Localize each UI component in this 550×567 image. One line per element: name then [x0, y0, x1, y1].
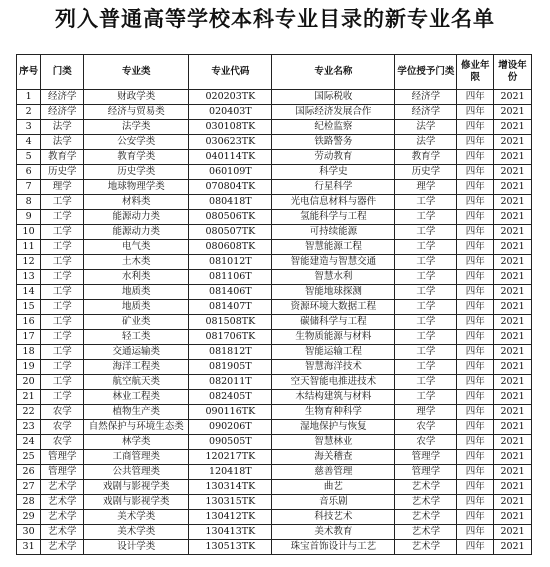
cell-class: 法学类: [84, 120, 189, 135]
cell-no: 17: [17, 330, 41, 345]
cell-class: 水利类: [84, 270, 189, 285]
cell-category: 管理学: [41, 450, 84, 465]
cell-no: 22: [17, 405, 41, 420]
cell-added: 2021: [494, 360, 532, 375]
cell-degree: 工学: [395, 315, 457, 330]
cell-degree: 管理学: [395, 450, 457, 465]
cell-category: 工学: [41, 240, 84, 255]
cell-class: 能源动力类: [84, 210, 189, 225]
cell-code: 081012T: [189, 255, 272, 270]
cell-added: 2021: [494, 165, 532, 180]
table-row: [17, 540, 532, 555]
table-row: [17, 330, 532, 345]
cell-category: 农学: [41, 405, 84, 420]
cell-code: 090206T: [189, 420, 272, 435]
cell-added: 2021: [494, 540, 532, 555]
table-row: [17, 315, 532, 330]
cell-degree: 艺术学: [395, 525, 457, 540]
cell-category: 历史学: [41, 165, 84, 180]
cell-years: 四年: [457, 105, 494, 120]
cell-added: 2021: [494, 105, 532, 120]
table-row: [17, 135, 532, 150]
cell-no: 23: [17, 420, 41, 435]
cell-years: 四年: [457, 255, 494, 270]
cell-no: 13: [17, 270, 41, 285]
cell-added: 2021: [494, 435, 532, 450]
cell-added: 2021: [494, 270, 532, 285]
cell-code: 130413TK: [189, 525, 272, 540]
cell-name: 智慧林业: [272, 435, 395, 450]
cell-years: 四年: [457, 315, 494, 330]
cell-class: 财政学类: [84, 90, 189, 105]
cell-name: 智能运输工程: [272, 345, 395, 360]
cell-years: 四年: [457, 495, 494, 510]
cell-category: 经济学: [41, 105, 84, 120]
cell-degree: 工学: [395, 285, 457, 300]
cell-no: 25: [17, 450, 41, 465]
cell-class: 戏剧与影视学类: [84, 495, 189, 510]
cell-name: 劳动教育: [272, 150, 395, 165]
cell-no: 4: [17, 135, 41, 150]
cell-name: 国际经济发展合作: [272, 105, 395, 120]
cell-category: 艺术学: [41, 540, 84, 555]
cell-class: 土木类: [84, 255, 189, 270]
table-row: [17, 150, 532, 165]
cell-degree: 工学: [395, 300, 457, 315]
cell-name: 美术教育: [272, 525, 395, 540]
cell-code: 130513TK: [189, 540, 272, 555]
cell-added: 2021: [494, 315, 532, 330]
cell-degree: 工学: [395, 330, 457, 345]
cell-added: 2021: [494, 525, 532, 540]
cell-category: 教育学: [41, 150, 84, 165]
cell-years: 四年: [457, 435, 494, 450]
table-row: [17, 105, 532, 120]
cell-no: 11: [17, 240, 41, 255]
cell-years: 四年: [457, 405, 494, 420]
table-row: [17, 270, 532, 285]
cell-class: 矿业类: [84, 315, 189, 330]
cell-years: 四年: [457, 135, 494, 150]
table-row: [17, 120, 532, 135]
cell-years: 四年: [457, 300, 494, 315]
cell-years: 四年: [457, 210, 494, 225]
cell-no: 3: [17, 120, 41, 135]
cell-added: 2021: [494, 345, 532, 360]
table-row: [17, 525, 532, 540]
cell-degree: 工学: [395, 255, 457, 270]
cell-class: 美术学类: [84, 525, 189, 540]
cell-degree: 教育学: [395, 150, 457, 165]
cell-added: 2021: [494, 390, 532, 405]
table-header-row: [17, 55, 532, 90]
cell-years: 四年: [457, 90, 494, 105]
cell-name: 科学史: [272, 165, 395, 180]
cell-degree: 法学: [395, 120, 457, 135]
cell-added: 2021: [494, 465, 532, 480]
cell-years: 四年: [457, 150, 494, 165]
cell-no: 7: [17, 180, 41, 195]
cell-class: 材料类: [84, 195, 189, 210]
cell-no: 19: [17, 360, 41, 375]
cell-category: 艺术学: [41, 495, 84, 510]
cell-years: 四年: [457, 285, 494, 300]
cell-category: 管理学: [41, 465, 84, 480]
cell-code: 040114TK: [189, 150, 272, 165]
cell-name: 铁路警务: [272, 135, 395, 150]
cell-years: 四年: [457, 420, 494, 435]
cell-name: 氢能科学与工程: [272, 210, 395, 225]
cell-name: 生物质能源与材料: [272, 330, 395, 345]
cell-added: 2021: [494, 225, 532, 240]
cell-years: 四年: [457, 240, 494, 255]
cell-added: 2021: [494, 495, 532, 510]
header-category: 门类: [41, 55, 84, 90]
cell-name: 可持续能源: [272, 225, 395, 240]
cell-category: 工学: [41, 255, 84, 270]
cell-years: 四年: [457, 510, 494, 525]
cell-degree: 工学: [395, 210, 457, 225]
table-row: [17, 480, 532, 495]
cell-category: 工学: [41, 270, 84, 285]
cell-degree: 经济学: [395, 90, 457, 105]
cell-no: 26: [17, 465, 41, 480]
cell-category: 工学: [41, 330, 84, 345]
cell-added: 2021: [494, 450, 532, 465]
cell-code: 060109T: [189, 165, 272, 180]
table-row: [17, 405, 532, 420]
header-degree: 学位授予门类: [395, 55, 457, 90]
cell-class: 戏剧与影视学类: [84, 480, 189, 495]
cell-degree: 艺术学: [395, 480, 457, 495]
cell-category: 农学: [41, 420, 84, 435]
cell-no: 15: [17, 300, 41, 315]
cell-code: 080608TK: [189, 240, 272, 255]
cell-category: 工学: [41, 225, 84, 240]
cell-added: 2021: [494, 120, 532, 135]
cell-years: 四年: [457, 375, 494, 390]
cell-code: 070804TK: [189, 180, 272, 195]
cell-category: 法学: [41, 120, 84, 135]
table-row: [17, 90, 532, 105]
cell-code: 081706TK: [189, 330, 272, 345]
cell-class: 植物生产类: [84, 405, 189, 420]
cell-degree: 工学: [395, 375, 457, 390]
cell-added: 2021: [494, 510, 532, 525]
cell-class: 海洋工程类: [84, 360, 189, 375]
cell-category: 艺术学: [41, 510, 84, 525]
cell-category: 工学: [41, 300, 84, 315]
cell-degree: 理学: [395, 405, 457, 420]
cell-added: 2021: [494, 210, 532, 225]
table-row: [17, 495, 532, 510]
cell-class: 轻工类: [84, 330, 189, 345]
cell-code: 090505T: [189, 435, 272, 450]
table-row: [17, 240, 532, 255]
cell-added: 2021: [494, 420, 532, 435]
cell-name: 湿地保护与恢复: [272, 420, 395, 435]
table-row: [17, 345, 532, 360]
cell-name: 智慧能源工程: [272, 240, 395, 255]
cell-code: 030623TK: [189, 135, 272, 150]
cell-code: 020203TK: [189, 90, 272, 105]
cell-degree: 工学: [395, 195, 457, 210]
cell-added: 2021: [494, 300, 532, 315]
cell-category: 艺术学: [41, 480, 84, 495]
cell-degree: 历史学: [395, 165, 457, 180]
cell-added: 2021: [494, 90, 532, 105]
cell-years: 四年: [457, 195, 494, 210]
cell-no: 24: [17, 435, 41, 450]
cell-code: 130315TK: [189, 495, 272, 510]
cell-code: 081905T: [189, 360, 272, 375]
cell-category: 工学: [41, 360, 84, 375]
cell-no: 30: [17, 525, 41, 540]
cell-code: 080506TK: [189, 210, 272, 225]
cell-code: 130412TK: [189, 510, 272, 525]
cell-no: 27: [17, 480, 41, 495]
cell-degree: 艺术学: [395, 510, 457, 525]
table-row: [17, 510, 532, 525]
cell-category: 工学: [41, 210, 84, 225]
cell-name: 木结构建筑与材料: [272, 390, 395, 405]
cell-degree: 工学: [395, 270, 457, 285]
table-body: [17, 90, 532, 555]
cell-name: 行星科学: [272, 180, 395, 195]
cell-name: 纪检监察: [272, 120, 395, 135]
header-class: 专业类: [84, 55, 189, 90]
table-row: [17, 285, 532, 300]
table-row: [17, 300, 532, 315]
cell-name: 音乐剧: [272, 495, 395, 510]
cell-no: 10: [17, 225, 41, 240]
table-row: [17, 195, 532, 210]
cell-name: 海关稽查: [272, 450, 395, 465]
cell-category: 农学: [41, 435, 84, 450]
cell-class: 交通运输类: [84, 345, 189, 360]
cell-degree: 工学: [395, 360, 457, 375]
cell-class: 工商管理类: [84, 450, 189, 465]
cell-added: 2021: [494, 285, 532, 300]
cell-code: 081407T: [189, 300, 272, 315]
cell-added: 2021: [494, 255, 532, 270]
cell-code: 090116TK: [189, 405, 272, 420]
cell-years: 四年: [457, 450, 494, 465]
cell-no: 8: [17, 195, 41, 210]
cell-years: 四年: [457, 360, 494, 375]
cell-name: 科技艺术: [272, 510, 395, 525]
cell-class: 设计学类: [84, 540, 189, 555]
table-row: [17, 210, 532, 225]
cell-years: 四年: [457, 390, 494, 405]
header-code: 专业代码: [189, 55, 272, 90]
cell-no: 9: [17, 210, 41, 225]
cell-degree: 农学: [395, 420, 457, 435]
majors-table: [16, 54, 532, 555]
cell-degree: 艺术学: [395, 495, 457, 510]
cell-name: 碳储科学与工程: [272, 315, 395, 330]
cell-class: 地球物理学类: [84, 180, 189, 195]
cell-years: 四年: [457, 525, 494, 540]
cell-name: 智慧水利: [272, 270, 395, 285]
cell-class: 历史学类: [84, 165, 189, 180]
table-row: [17, 375, 532, 390]
header-added: 增设年份: [494, 55, 532, 90]
cell-degree: 理学: [395, 180, 457, 195]
cell-no: 1: [17, 90, 41, 105]
cell-code: 020403T: [189, 105, 272, 120]
cell-category: 经济学: [41, 90, 84, 105]
table-row: [17, 420, 532, 435]
cell-degree: 管理学: [395, 465, 457, 480]
cell-no: 14: [17, 285, 41, 300]
cell-name: 光电信息材料与器件: [272, 195, 395, 210]
cell-name: 空天智能电推进技术: [272, 375, 395, 390]
cell-code: 082011T: [189, 375, 272, 390]
table-row: [17, 255, 532, 270]
cell-category: 法学: [41, 135, 84, 150]
cell-name: 生物育种科学: [272, 405, 395, 420]
table-row: [17, 390, 532, 405]
cell-no: 5: [17, 150, 41, 165]
cell-years: 四年: [457, 180, 494, 195]
cell-degree: 工学: [395, 225, 457, 240]
cell-years: 四年: [457, 345, 494, 360]
cell-name: 智慧海洋技术: [272, 360, 395, 375]
cell-years: 四年: [457, 330, 494, 345]
cell-name: 国际税收: [272, 90, 395, 105]
cell-code: 081508TK: [189, 315, 272, 330]
cell-no: 31: [17, 540, 41, 555]
cell-name: 曲艺: [272, 480, 395, 495]
cell-code: 030108TK: [189, 120, 272, 135]
cell-no: 6: [17, 165, 41, 180]
cell-class: 能源动力类: [84, 225, 189, 240]
cell-degree: 工学: [395, 390, 457, 405]
table-row: [17, 435, 532, 450]
cell-code: 081106T: [189, 270, 272, 285]
cell-code: 120217TK: [189, 450, 272, 465]
header-years: 修业年限: [457, 55, 494, 90]
cell-no: 16: [17, 315, 41, 330]
cell-class: 公安学类: [84, 135, 189, 150]
cell-no: 21: [17, 390, 41, 405]
table-row: [17, 165, 532, 180]
cell-no: 12: [17, 255, 41, 270]
cell-no: 2: [17, 105, 41, 120]
cell-category: 工学: [41, 375, 84, 390]
cell-no: 29: [17, 510, 41, 525]
cell-class: 自然保护与环境生态类: [84, 420, 189, 435]
cell-class: 航空航天类: [84, 375, 189, 390]
cell-years: 四年: [457, 270, 494, 285]
cell-years: 四年: [457, 120, 494, 135]
cell-category: 理学: [41, 180, 84, 195]
cell-name: 智能建造与智慧交通: [272, 255, 395, 270]
cell-category: 艺术学: [41, 525, 84, 540]
cell-code: 081812T: [189, 345, 272, 360]
cell-code: 081406T: [189, 285, 272, 300]
cell-no: 20: [17, 375, 41, 390]
cell-years: 四年: [457, 225, 494, 240]
cell-degree: 工学: [395, 345, 457, 360]
table-row: [17, 360, 532, 375]
cell-class: 教育学类: [84, 150, 189, 165]
cell-added: 2021: [494, 480, 532, 495]
cell-class: 地质类: [84, 285, 189, 300]
cell-code: 082405T: [189, 390, 272, 405]
cell-name: 慈善管理: [272, 465, 395, 480]
cell-years: 四年: [457, 480, 494, 495]
table-row: [17, 465, 532, 480]
cell-code: 130314TK: [189, 480, 272, 495]
cell-code: 080418T: [189, 195, 272, 210]
cell-added: 2021: [494, 195, 532, 210]
cell-class: 经济与贸易类: [84, 105, 189, 120]
cell-years: 四年: [457, 165, 494, 180]
cell-degree: 艺术学: [395, 540, 457, 555]
cell-category: 工学: [41, 315, 84, 330]
cell-name: 智能地球探测: [272, 285, 395, 300]
cell-no: 28: [17, 495, 41, 510]
cell-name: 珠宝首饰设计与工艺: [272, 540, 395, 555]
cell-category: 工学: [41, 195, 84, 210]
table-row: [17, 180, 532, 195]
header-no: 序号: [17, 55, 41, 90]
cell-degree: 工学: [395, 240, 457, 255]
cell-added: 2021: [494, 240, 532, 255]
cell-class: 电气类: [84, 240, 189, 255]
cell-class: 公共管理类: [84, 465, 189, 480]
table-row: [17, 450, 532, 465]
cell-class: 地质类: [84, 300, 189, 315]
cell-degree: 法学: [395, 135, 457, 150]
cell-class: 林学类: [84, 435, 189, 450]
cell-category: 工学: [41, 390, 84, 405]
cell-added: 2021: [494, 180, 532, 195]
cell-class: 美术学类: [84, 510, 189, 525]
cell-name: 资源环境大数据工程: [272, 300, 395, 315]
cell-years: 四年: [457, 465, 494, 480]
cell-added: 2021: [494, 135, 532, 150]
cell-degree: 经济学: [395, 105, 457, 120]
cell-years: 四年: [457, 540, 494, 555]
cell-code: 080507TK: [189, 225, 272, 240]
document-title: 列入普通高等学校本科专业目录的新专业名单: [55, 7, 495, 31]
cell-added: 2021: [494, 150, 532, 165]
cell-no: 18: [17, 345, 41, 360]
cell-added: 2021: [494, 330, 532, 345]
cell-code: 120418T: [189, 465, 272, 480]
cell-degree: 农学: [395, 435, 457, 450]
header-name: 专业名称: [272, 55, 395, 90]
cell-added: 2021: [494, 405, 532, 420]
cell-added: 2021: [494, 375, 532, 390]
cell-category: 工学: [41, 285, 84, 300]
cell-category: 工学: [41, 345, 84, 360]
table-row: [17, 225, 532, 240]
cell-class: 林业工程类: [84, 390, 189, 405]
